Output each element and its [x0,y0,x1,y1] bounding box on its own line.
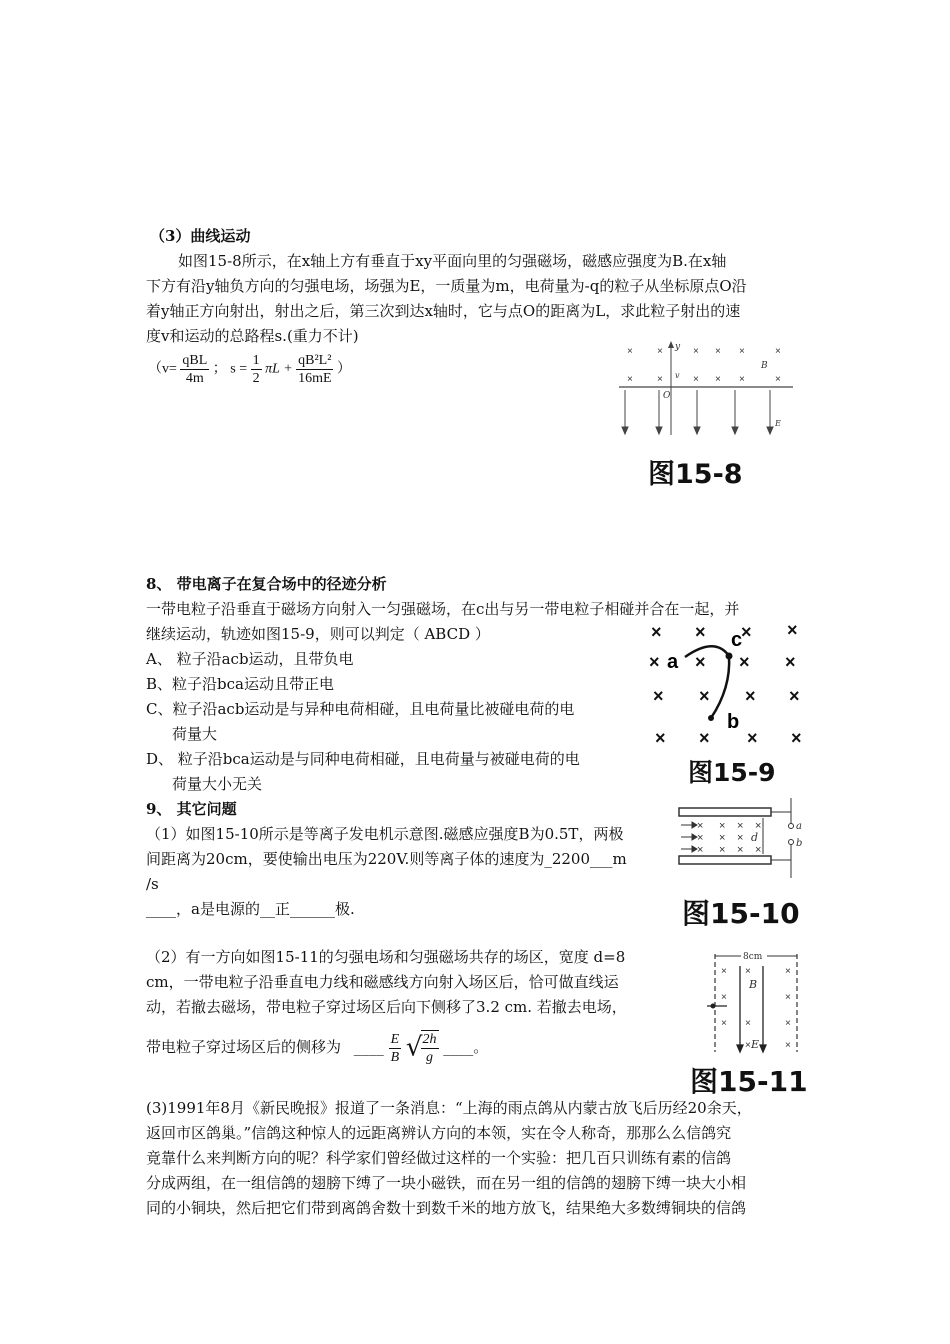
particle [711,1004,716,1009]
electric-field-arrowhead [737,1045,743,1052]
field-arrowhead [767,427,773,434]
half-fraction [251,352,262,387]
lower-plate [679,856,771,864]
field-cross: × [693,374,699,385]
path-denominator: 16mE [298,371,332,386]
q1-line-3: /s [146,875,159,893]
velocity-label: v [675,371,680,380]
field-cross: × [739,374,745,385]
terminal-b [789,840,794,845]
field-arrowhead [622,427,628,434]
field-cross: × [745,1018,751,1029]
field-cross: × [737,832,744,844]
half-numerator: 1 [252,353,260,368]
e-numerator: E [390,1031,400,1047]
trajectory-ac [685,646,729,657]
velocity-numerator: qBL [182,353,208,368]
field-cross: × [785,1040,791,1051]
answer-separator: ； s = [212,361,248,377]
section3-answer-formula [148,352,351,387]
figure-15-10-diagram [675,792,805,884]
sqrt-denominator: g [426,1050,433,1065]
origin-label: O [663,391,671,401]
figure-15-9-diagram [645,618,815,748]
field-cross: × [693,346,699,357]
y-axis-label: y [675,342,681,352]
q3-line-4: 分成两组，在一组信鸽的翅膀下缚了一块小磁铁，而在另一组的信鸽的翅膀下缚一块大小相 [146,1174,747,1192]
figure-15-8-diagram [615,340,795,440]
q3-line-5: 同的小铜块，然后把它们带到离鸽舍数十到数千米的地方放飞，结果绝大多数缚铜块的信鸽 [146,1199,747,1217]
figure-15-9 [645,618,815,748]
trajectory-cb [711,656,729,718]
field-cross: × [657,346,663,357]
field-cross: × [741,622,752,642]
field-cross: × [775,346,781,357]
field-cross: × [697,844,704,856]
field-cross: × [653,686,664,706]
section9-heading: 9、 其它问题 [146,800,237,818]
field-cross: × [739,346,745,357]
answer-open: （v= [148,361,177,377]
field-cross: × [745,966,751,977]
field-cross: × [715,374,721,385]
field-cross: × [651,622,662,642]
half-denominator: 2 [252,371,260,386]
terminal-a [789,824,794,829]
field-cross: × [755,820,762,832]
figure-15-10-label: 图15-10 [682,897,800,930]
velocity-fraction [180,352,209,387]
y-axis-arrowhead [668,341,674,348]
figure-15-8 [615,340,795,440]
label-b: b [727,711,740,733]
field-arrowhead [656,427,662,434]
figure-15-8-label: 图15-8 [648,459,743,490]
electric-field-label: E [775,419,781,428]
figure-15-11-diagram [705,948,810,1058]
field-cross: × [697,832,704,844]
field-cross: × [787,620,798,640]
section8-line-2: 继续运动，轨迹如图15-9，则可以判定（ ABCD ） [146,625,490,643]
label-c: c [731,629,743,651]
q2-line-1: （2）有一方向如图15-11的匀强电场和匀强磁场共存的场区，宽度 d=8 [146,948,626,966]
field-cross: × [695,652,706,672]
q3-line-3: 竟靠什么来判断方向的呢？科学家们曾经做过这样的一个实验：把几百只训练有素的信鸽 [146,1149,732,1167]
section3-line-3: 着y轴正方向射出，射出之后，第三次到达x轴时，它与点O的距离为L，求此粒子射出的速 [146,302,741,320]
q2-last-prefix: 带电粒子穿过场区后的侧移为 [146,1038,342,1056]
field-cross: × [655,728,666,748]
electric-field-arrowhead [760,1045,766,1052]
field-cross: × [699,686,710,706]
figure-15-10 [675,792,805,884]
field-cross: × [699,728,710,748]
section8-heading: 8、 带电离子在复合场中的径迹分析 [146,575,387,593]
option-d: D、 粒子沿bca运动是与同种电荷相碰，且电荷量与被碰电荷的电 [146,750,580,768]
field-cross: × [715,346,721,357]
figure-15-9-label: 图15-9 [688,758,776,787]
field-cross: × [745,686,756,706]
field-cross: × [745,1040,751,1051]
field-cross: × [739,652,750,672]
field-cross: × [721,992,727,1003]
sqrt-fraction [421,1030,439,1066]
e-over-b-fraction [389,1031,402,1066]
field-cross: × [785,992,791,1003]
field-cross: × [657,374,663,385]
field-arrowhead [694,427,700,434]
q2-line-2: cm，一带电粒子沿垂直电力线和磁感线方向射入场区后，恰可做直线运 [146,973,619,991]
terminal-a-label: a [796,821,802,832]
width-label: 8cm [743,952,763,962]
terminal-b-label: b [796,838,803,849]
field-cross: × [791,728,802,748]
distance-label: d [751,831,759,844]
field-cross: × [719,820,726,832]
field-cross: × [785,1018,791,1029]
b-denominator: B [390,1049,400,1065]
section3-heading: （3）曲线运动 [150,227,251,245]
field-cross: × [719,844,726,856]
label-a: a [667,651,679,673]
field-cross: × [737,844,744,856]
q1-line-4: ____，a是电源的__正______极. [146,900,355,918]
figure-15-11 [705,948,810,1058]
collision-point [726,653,733,660]
field-cross: × [785,652,796,672]
section8-line-1: 一带电粒子沿垂直于磁场方向射入一匀强磁场，在c出与另一带电粒子相碰并合在一起，并 [146,600,740,618]
sqrt-numerator: 2h [422,1032,437,1047]
answer-close: ） [336,361,351,377]
q3-line-1: (3)1991年8月《新民晚报》报道了一条消息：“上海的雨点鸽从内蒙古放飞后历经20余天， [146,1099,752,1117]
figure-15-11-label: 图15-11 [690,1065,808,1098]
field-cross: × [719,832,726,844]
field-cross: × [747,728,758,748]
field-cross: × [775,374,781,385]
field-cross: × [789,686,800,706]
q2-line-3: 动，若撤去磁场，带电粒子穿过场区后向下侧移了3.2 cm. 若撤去电场， [146,998,627,1016]
field-cross: × [627,346,633,357]
field-cross: × [785,966,791,977]
field-cross: × [649,652,660,672]
option-b: B、粒子沿bca运动且带正电 [146,675,334,693]
answer-blank-right: ____。 [443,1038,489,1056]
velocity-denominator: 4m [185,371,204,386]
field-cross: × [721,1018,727,1029]
option-a: A、 粒子沿acb运动，且带负电 [146,650,354,668]
section3-line-1: 如图15-8所示，在x轴上方有垂直于xy平面向里的匀强磁场，磁感应强度为B.在x轴 [178,252,727,270]
section3-line-4: 度v和运动的总路程s.(重力不计) [146,327,359,345]
q2-line-4 [146,1025,488,1071]
q1-line-2: 间距离为20cm，要使输出电压为220V.则等离子体的速度为_2200___m [146,850,627,868]
sqrt-symbol: √ [405,1032,423,1063]
field-cross: × [737,820,744,832]
option-c: C、粒子沿acb运动是与异种电荷相碰，且电荷量比被碰电荷的电 [146,700,575,718]
section3-line-2: 下方有沿y轴负方向的匀强电场，场强为E，一质量为m，电荷量为-q的粒子从坐标原点O沿 [146,277,747,295]
option-c-continued: 荷量大 [172,725,218,743]
magnetic-field-label: B [761,361,768,371]
pi-l-term: πL + [265,361,293,377]
field-cross: × [721,966,727,977]
point-b [708,715,714,721]
upper-plate [679,808,771,816]
q3-line-2: 返回市区鸽巢。”信鸽这种惊人的远距离辨认方向的本领，实在令人称奇，那那么么信鸽究 [146,1124,732,1142]
field-arrowhead [732,427,738,434]
answer-blank-left: ____ [353,1038,384,1056]
field-cross: × [627,374,633,385]
path-fraction [296,352,333,387]
field-cross: × [755,844,762,856]
option-d-continued: 荷量大小无关 [172,775,263,793]
q1-line-1: （1）如图15-10所示是等离子发电机示意图.磁感应强度B为0.5T，两极 [146,825,624,843]
b-field-label: B [749,978,758,991]
path-numerator: qB²L² [298,353,332,368]
e-field-label: E [751,1038,760,1051]
field-cross: × [695,622,706,642]
field-cross: × [697,820,704,832]
